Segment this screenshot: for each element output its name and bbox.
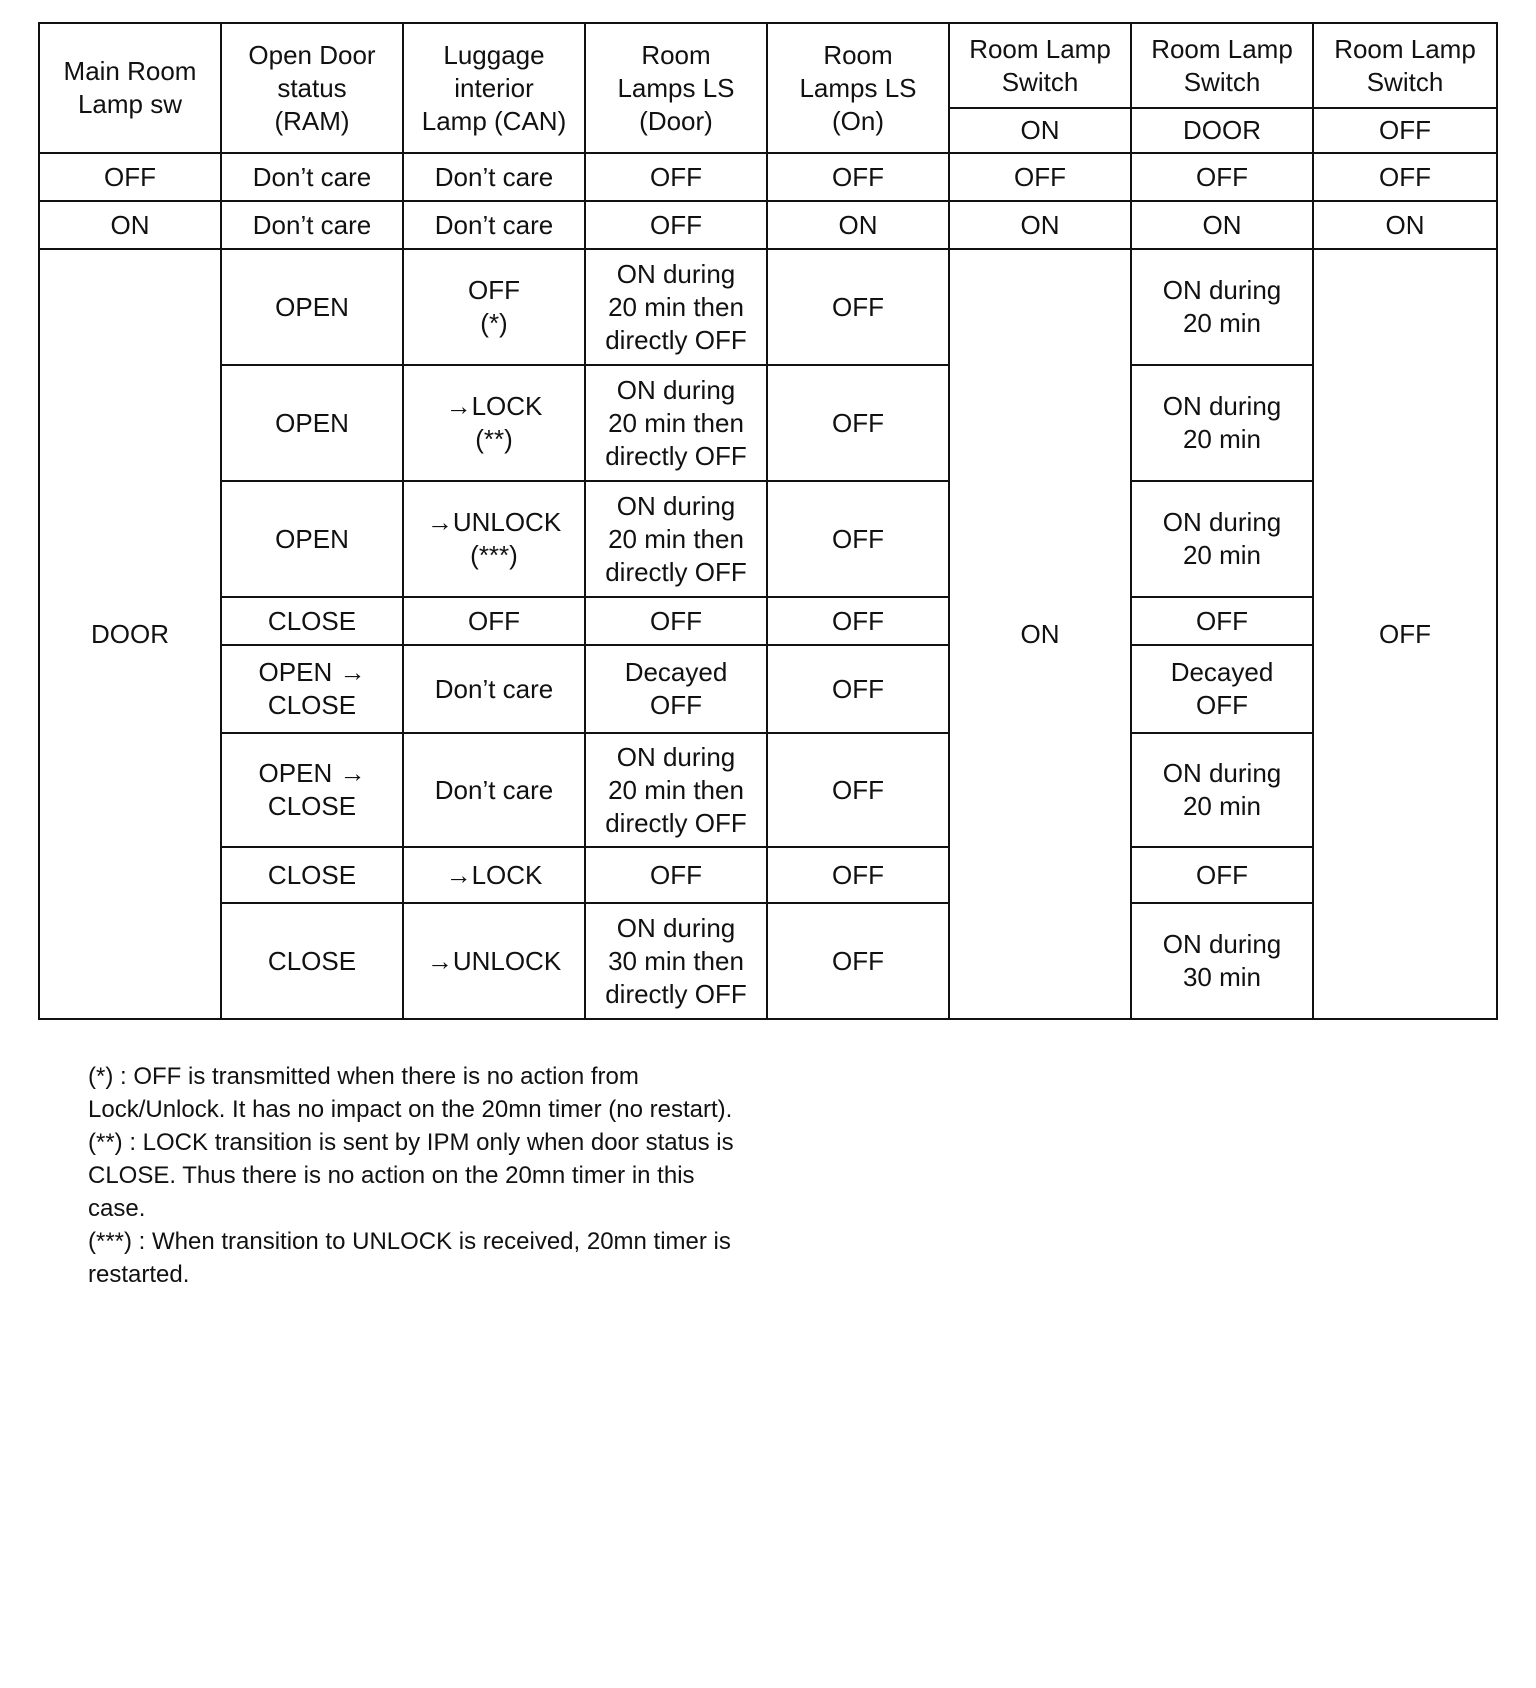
cell-door-status: OPEN xyxy=(221,249,403,365)
cell-ls-door: OFF xyxy=(585,201,767,249)
header-row xyxy=(39,23,1497,108)
cell-switch-door: ON during 20 min xyxy=(1131,733,1313,847)
cell-ls-on: OFF xyxy=(767,153,949,201)
header-room-lamp-switch-3: Room Lamp Switch xyxy=(1313,23,1497,108)
header-room-lamp-switch-1: Room Lamp Switch xyxy=(949,23,1131,108)
switch-position-on: ON xyxy=(949,108,1131,153)
cell-door-status: OPEN → CLOSE xyxy=(221,733,403,847)
table-row-door-3 xyxy=(39,481,1497,597)
cell-switch-door: ON xyxy=(1131,201,1313,249)
cell-ls-on: OFF xyxy=(767,597,949,645)
header-room-lamps-ls-door: Room Lamps LS (Door) xyxy=(585,23,767,153)
header-open-door-status: Open Door status (RAM) xyxy=(221,23,403,153)
cell-ls-door: ON during 20 min then directly OFF xyxy=(585,481,767,597)
cell-luggage: →LOCK (**) xyxy=(403,365,585,481)
cell-switch-off: ON xyxy=(1313,201,1497,249)
cell-switch-door: Decayed OFF xyxy=(1131,645,1313,733)
table-row-door-7 xyxy=(39,847,1497,903)
table-row-main-off xyxy=(39,153,1497,201)
cell-door-status: CLOSE xyxy=(221,847,403,903)
cell-ls-on: OFF xyxy=(767,847,949,903)
cell-main-sw-door: DOOR xyxy=(39,249,221,1019)
cell-ls-on: OFF xyxy=(767,903,949,1019)
cell-switch-door: OFF xyxy=(1131,153,1313,201)
footnote-2: (**) : LOCK transition is sent by IPM only when door status is CLOSE. Thus there is no action on the 20mn timer in this case. xyxy=(88,1129,734,1222)
cell-switch-off-door: OFF xyxy=(1313,249,1497,1019)
cell-ls-on: OFF xyxy=(767,249,949,365)
cell-ls-door: OFF xyxy=(585,153,767,201)
cell-main-sw: OFF xyxy=(39,153,221,201)
cell-ls-on: ON xyxy=(767,201,949,249)
cell-ls-on: OFF xyxy=(767,365,949,481)
cell-switch-door: OFF xyxy=(1131,847,1313,903)
cell-door-status: CLOSE xyxy=(221,597,403,645)
cell-ls-on: OFF xyxy=(767,645,949,733)
cell-door-status: OPEN → CLOSE xyxy=(221,645,403,733)
cell-luggage: Don’t care xyxy=(403,201,585,249)
cell-switch-on: OFF xyxy=(949,153,1131,201)
table-row-door-4 xyxy=(39,597,1497,645)
table-row-door-6 xyxy=(39,733,1497,847)
cell-switch-door: ON during 20 min xyxy=(1131,481,1313,597)
cell-main-sw: ON xyxy=(39,201,221,249)
cell-ls-door: OFF xyxy=(585,597,767,645)
table-row-door-5 xyxy=(39,645,1497,733)
cell-luggage: Don’t care xyxy=(403,645,585,733)
footnote-3: (***) : When transition to UNLOCK is received, 20mn timer is restarted. xyxy=(88,1228,731,1288)
cell-luggage: OFF xyxy=(403,597,585,645)
cell-luggage: →UNLOCK xyxy=(403,903,585,1019)
cell-luggage: Don’t care xyxy=(403,153,585,201)
cell-switch-on-door: ON xyxy=(949,249,1131,1019)
cell-switch-door: ON during 20 min xyxy=(1131,249,1313,365)
table-row-door-1 xyxy=(39,249,1497,365)
switch-position-door: DOOR xyxy=(1131,108,1313,153)
cell-door-status: Don’t care xyxy=(221,153,403,201)
cell-switch-door: ON during 20 min xyxy=(1131,365,1313,481)
header-main-room-lamp-sw: Main Room Lamp sw xyxy=(39,23,221,153)
cell-ls-door: ON during 20 min then directly OFF xyxy=(585,733,767,847)
header-room-lamp-switch-2: Room Lamp Switch xyxy=(1131,23,1313,108)
footnotes xyxy=(88,1060,748,1291)
cell-ls-on: OFF xyxy=(767,481,949,597)
cell-ls-door: OFF xyxy=(585,847,767,903)
table-row-door-2 xyxy=(39,365,1497,481)
cell-ls-door: ON during 20 min then directly OFF xyxy=(585,365,767,481)
cell-switch-on: ON xyxy=(949,201,1131,249)
cell-door-status: OPEN xyxy=(221,365,403,481)
cell-ls-door: ON during 30 min then directly OFF xyxy=(585,903,767,1019)
cell-luggage: OFF (*) xyxy=(403,249,585,365)
footnote-1: (*) : OFF is transmitted when there is no action from Lock/Unlock. It has no impact on the 20mn timer (no restart). xyxy=(88,1063,733,1123)
cell-luggage: Don’t care xyxy=(403,733,585,847)
cell-switch-off: OFF xyxy=(1313,153,1497,201)
table-row-door-8 xyxy=(39,903,1497,1019)
header-luggage-interior-lamp: Luggage interior Lamp (CAN) xyxy=(403,23,585,153)
cell-door-status: OPEN xyxy=(221,481,403,597)
cell-luggage: →UNLOCK (***) xyxy=(403,481,585,597)
cell-door-status: CLOSE xyxy=(221,903,403,1019)
cell-door-status: Don’t care xyxy=(221,201,403,249)
cell-ls-on: OFF xyxy=(767,733,949,847)
header-room-lamps-ls-on: Room Lamps LS (On) xyxy=(767,23,949,153)
cell-ls-door: Decayed OFF xyxy=(585,645,767,733)
switch-position-off: OFF xyxy=(1313,108,1497,153)
cell-switch-door: ON during 30 min xyxy=(1131,903,1313,1019)
cell-switch-door: OFF xyxy=(1131,597,1313,645)
room-lamp-logic-table xyxy=(38,22,1498,1020)
table-row-main-on xyxy=(39,201,1497,249)
cell-luggage: →LOCK xyxy=(403,847,585,903)
cell-ls-door: ON during 20 min then directly OFF xyxy=(585,249,767,365)
